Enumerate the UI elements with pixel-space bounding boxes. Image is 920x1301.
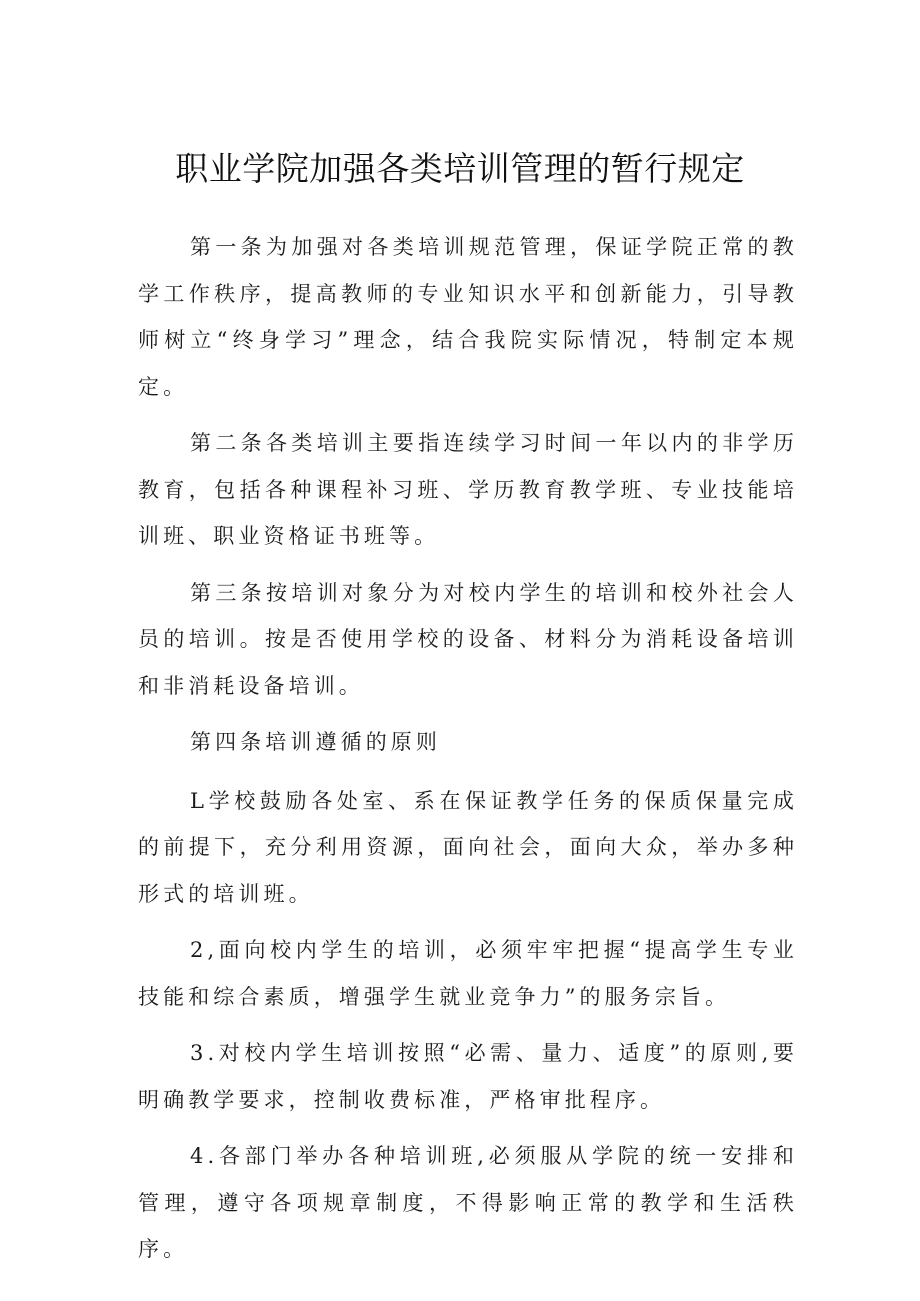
document-body (138, 224, 798, 1283)
principle-4-paragraph: 4.各部门举办各种培训班,必须服从学院的统一安排和管理，遵守各项规章制度，不得影响正常的教学和生活秩序。 (138, 1144, 798, 1261)
article-2-paragraph: 第二条各类培训主要指连续学习时间一年以内的非学历教育，包括各种课程补习班、学历教育教学班、专业技能培训班、职业资格证书班等。 (138, 431, 798, 548)
article-1-paragraph: 第一条为加强对各类培训规范管理，保证学院正常的教学工作秩序，提高教师的专业知识水平和创新能力，引导教师树立“终身学习”理念，结合我院实际情况，特制定本规定。 (138, 235, 798, 399)
article-3-paragraph: 第三条按培训对象分为对校内学生的培训和校外社会人员的培训。按是否使用学校的设备、材料分为消耗设备培训和非消耗设备培训。 (138, 580, 798, 698)
principle-1-paragraph: L学校鼓励各处室、系在保证教学任务的保质保量完成的前提下，充分利用资源，面向社会，面向大众，举办多种形式的培训班。 (138, 788, 798, 906)
article-4-heading: 第四条培训遵循的原则 (190, 730, 441, 754)
principle-2-paragraph: 2,面向校内学生的培训，必须牢牢把握“提高学生专业技能和综合素质，增强学生就业竞争力”的服务宗旨。 (138, 938, 798, 1009)
document-title: 职业学院加强各类培训管理的暂行规定 (175, 149, 745, 188)
principle-3-paragraph: 3.对校内学生培训按照“必需、量力、适度”的原则,要明确教学要求，控制收费标准，严格审批程序。 (138, 1041, 798, 1112)
